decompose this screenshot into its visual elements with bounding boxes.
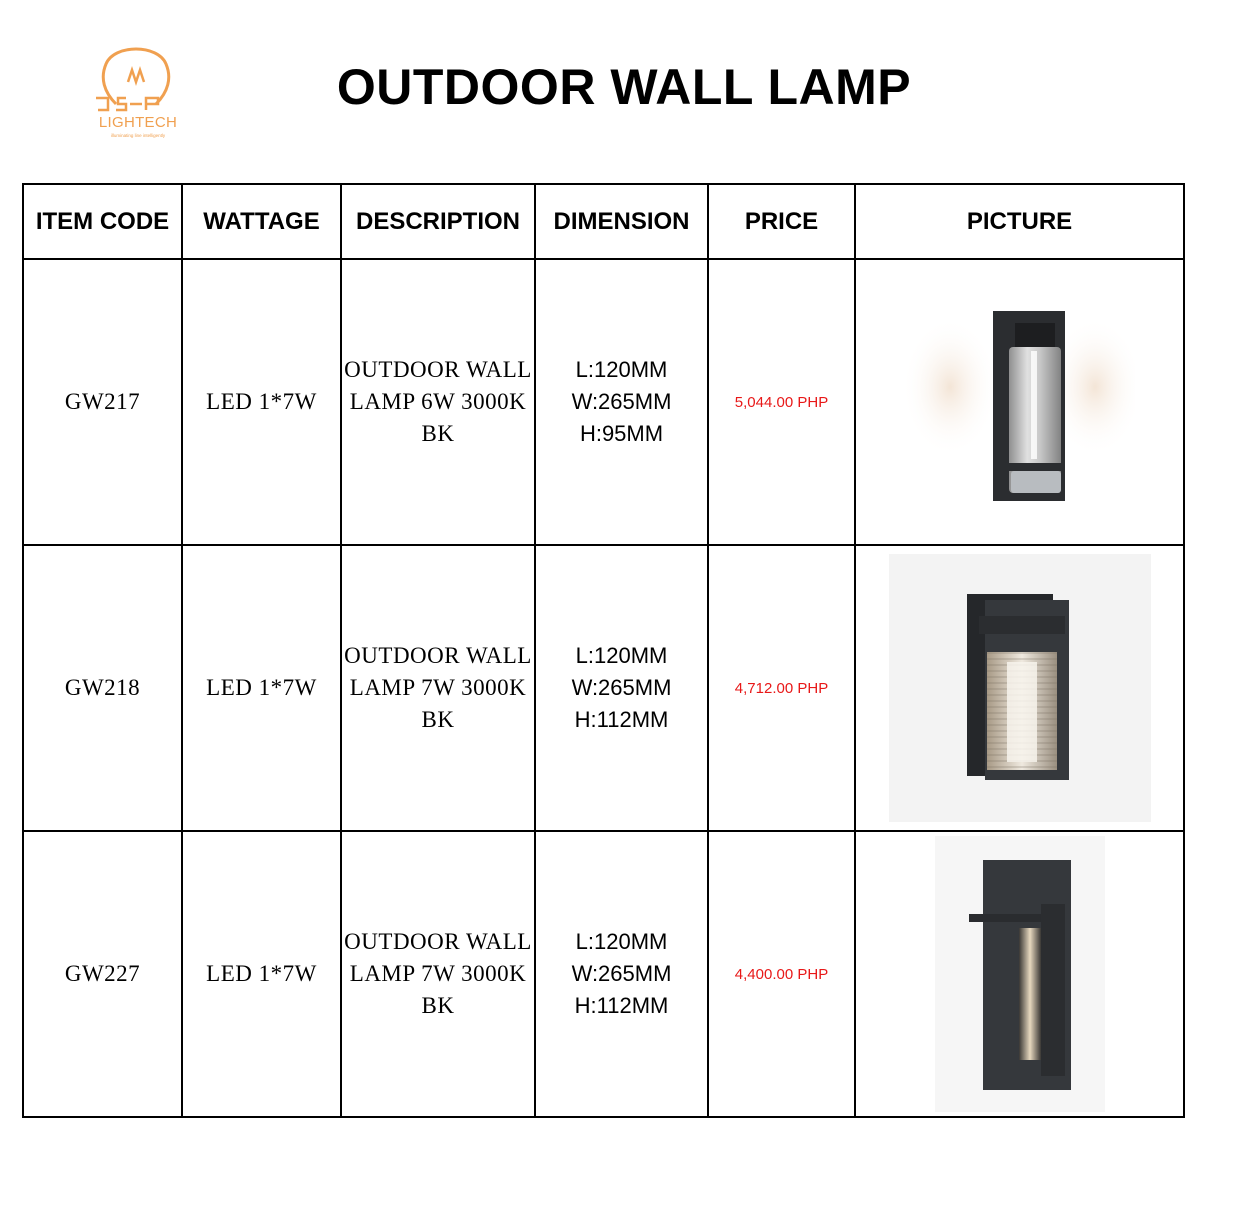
item-code: GW217	[23, 259, 182, 545]
dimension-length: L:120MM	[575, 929, 668, 954]
dimension	[535, 259, 708, 545]
brand-name: LIGHTECH	[98, 114, 178, 131]
page-title: OUTDOOR WALL LAMP	[336, 59, 912, 115]
description	[341, 259, 535, 545]
description-line: OUTDOOR WALL	[344, 929, 532, 954]
wattage: LED 1*7W	[182, 831, 341, 1117]
price: 4,712.00 PHP	[708, 545, 855, 831]
product-picture	[855, 831, 1184, 1117]
dimension	[535, 545, 708, 831]
dimension-height: H:112MM	[574, 993, 669, 1018]
description-line: BK	[421, 993, 455, 1018]
table-row	[23, 259, 1184, 545]
description-line: OUTDOOR WALL	[344, 357, 532, 382]
dimension-height: H:112MM	[574, 707, 669, 732]
description	[341, 545, 535, 831]
price: 5,044.00 PHP	[708, 259, 855, 545]
header-picture: PICTURE	[855, 184, 1184, 259]
description-line: BK	[421, 421, 455, 446]
dimension-width: W:265MM	[571, 675, 672, 700]
dimension-length: L:120MM	[575, 643, 668, 668]
header-description: DESCRIPTION	[341, 184, 535, 259]
product-table	[22, 183, 1185, 1118]
dimension-width: W:265MM	[571, 389, 672, 414]
dimension-length: L:120MM	[575, 357, 668, 382]
header-wattage: WATTAGE	[182, 184, 341, 259]
header-price: PRICE	[708, 184, 855, 259]
dimension-width: W:265MM	[571, 961, 672, 986]
price: 4,400.00 PHP	[708, 831, 855, 1117]
description-line: OUTDOOR WALL	[344, 643, 532, 668]
header-item-code: ITEM CODE	[23, 184, 182, 259]
item-code: GW218	[23, 545, 182, 831]
cylindrical-glass-wall-lamp-image	[905, 297, 1135, 507]
description-line: LAMP 7W 3000K	[349, 675, 527, 700]
dimension	[535, 831, 708, 1117]
box-lantern-wall-lamp-image	[889, 554, 1151, 822]
wattage: LED 1*7W	[182, 259, 341, 545]
brand-tagline: illuminating line intelligently	[110, 133, 166, 138]
item-code: GW227	[23, 831, 182, 1117]
dimension-height: H:95MM	[579, 421, 664, 446]
description	[341, 831, 535, 1117]
product-picture	[855, 259, 1184, 545]
table-header-row	[23, 184, 1184, 259]
wattage: LED 1*7W	[182, 545, 341, 831]
table-row	[23, 831, 1184, 1117]
description-line: BK	[421, 707, 455, 732]
product-picture	[855, 545, 1184, 831]
flat-panel-wall-lamp-image	[935, 836, 1105, 1112]
description-line: LAMP 7W 3000K	[349, 961, 527, 986]
description-line: LAMP 6W 3000K	[349, 389, 527, 414]
header-dimension: DIMENSION	[535, 184, 708, 259]
table-row	[23, 545, 1184, 831]
